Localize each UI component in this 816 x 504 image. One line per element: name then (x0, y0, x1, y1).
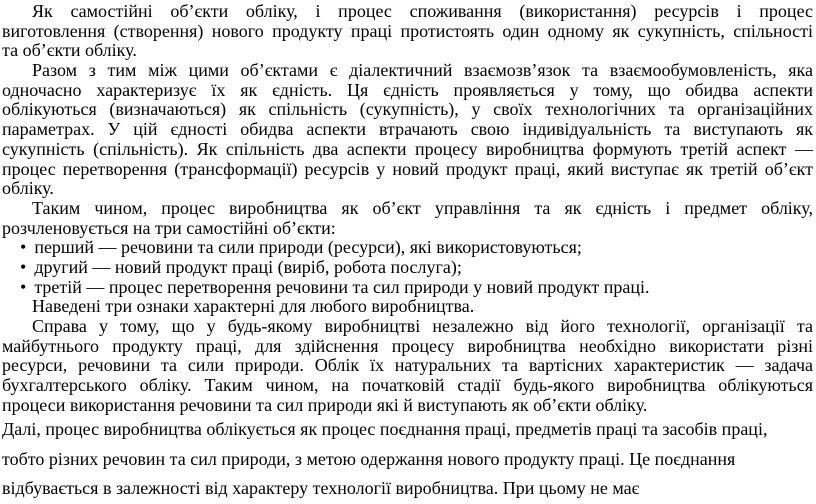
text-line: Таким чином, процес виробництва як об’єкт управління та як єдність і предмет обліку, (32, 197, 813, 218)
list-bullet-icon: • (20, 276, 27, 297)
text-line: Справа у тому, що у будь-якому виробництві незалежно від його технології, організації та (32, 316, 813, 336)
text-line: Як самостійні об’єкти обліку, і процес споживання (використання) ресурсів і процес (32, 1, 813, 21)
text-line: та об’єкти обліку. (2, 40, 137, 61)
paragraph-5 (2, 317, 813, 415)
text-line: Наведені три ознаки характерні для любого виробництва. (32, 296, 475, 317)
list-item (2, 258, 813, 278)
text-line: обліку. (2, 178, 54, 199)
text-line: майбутнього продукту праці, для здійснення процесу виробництва необхідно використати різні (2, 335, 813, 356)
text-line: параметрах. У цій єдності обидва аспекти втрачають свою індивідуальність та виступають як (2, 119, 813, 140)
text-line: виготовлення (створення) нового продукту праці протистоять один одному як сукупність, спільності (2, 20, 813, 41)
paragraph-2 (2, 61, 813, 199)
text-line: Далі, процес виробництва облікується як процес поєднання праці, предметів праці та засобів праці, (2, 419, 768, 440)
list-item-text: третій — процес перетворення речовини та сил природи у новий продукт праці. (34, 276, 650, 297)
list-item (2, 278, 813, 298)
text-line: відбувається в залежності від характеру технології виробництва. При цьому не має (2, 478, 640, 499)
bullet-list (2, 238, 813, 297)
text-line: ресурси, речовини та сили природи. Облік їх натуральних та вартісних характеристик — задача (2, 355, 813, 376)
paragraph-3 (2, 199, 813, 238)
paragraph-4 (2, 297, 813, 317)
list-bullet-icon: • (20, 237, 27, 258)
text-line: бухгалтерського обліку. Таким чином, на початковій стадії будь-якого виробництва облікуються (2, 375, 813, 396)
paragraph-6 (2, 415, 813, 503)
text-line: Разом з тим між цими об’єктами є діалектичний взаємозв’язок та взаємообумовленість, яка (32, 60, 813, 81)
text-line: розчленовується на три самостійні об’єкти: (2, 217, 336, 238)
text-line: облікуються (визначаються) як спільність (сукупність), у своїх технологічних та організаційних (2, 99, 813, 120)
text-line: одночасно характеризує їх як єдність. Ця єдність проявляється у тому, що обидва аспекти (2, 79, 813, 100)
text-line: процес перетворення (трансформації) ресурсів у новий продукт праці, який виступає як третій об’єкт (2, 158, 813, 179)
list-item-text: другий — новий продукт праці (виріб, робота послуга); (34, 256, 462, 277)
text-line: тобто різних речовин та сил природи, з метою одержання нового продукту праці. Це поєднання (2, 448, 736, 469)
text-line: сукупність (спільність). Як спільність два аспекти процесу виробництва формують третій аспект — (2, 138, 813, 159)
paragraph-1 (2, 2, 813, 61)
list-item-text: перший — речовини та сили природи (ресурси), які використовуються; (34, 237, 582, 258)
list-bullet-icon: • (20, 256, 27, 277)
list-item (2, 238, 813, 258)
text-line: процеси використання речовини та сил природи які й виступають як об’єкти обліку. (2, 394, 648, 415)
